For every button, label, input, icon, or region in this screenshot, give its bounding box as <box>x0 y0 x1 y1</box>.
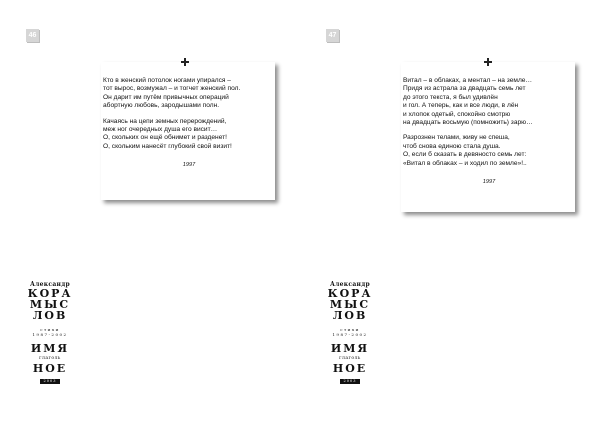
stanza <box>103 77 275 111</box>
poem-line: Кто в женский потолок ногами упирался – <box>103 77 231 84</box>
colophon-title-top: ИМЯ <box>330 342 370 355</box>
colophon-bar: 2003 <box>40 379 60 384</box>
colophon-years: 1987-2002 <box>32 332 68 337</box>
cross-ornament-icon <box>181 58 189 66</box>
poem-line: чтоб снова единою стала душа. <box>403 142 501 150</box>
colophon-right <box>325 281 375 384</box>
poem-line: О, скольким нанесёт глубокий свой визит! <box>103 142 232 150</box>
colophon-title-middle: глаголь <box>339 356 361 361</box>
poem-line: «Витал в облаках – и ходил по земле»!.. <box>403 159 527 167</box>
poem-line: на двадцать восьмую (помножить) зарю… <box>403 119 533 127</box>
colophon-surname-line: МЫС <box>329 298 371 311</box>
stanza <box>403 77 575 127</box>
poem-line: Он дарит им путём привычных операций <box>103 93 229 101</box>
colophon-collection: стихи <box>340 327 360 332</box>
colophon-surname-line: КОРА <box>27 287 73 300</box>
colophon-surname-line: ЛОВ <box>332 309 368 322</box>
stanza <box>403 134 575 168</box>
poem-year: 1997 <box>182 162 196 169</box>
colophon-author: Александр <box>329 281 371 288</box>
poem-line: абортную любовь, зародышами полн. <box>103 102 220 110</box>
poem-line: Качаясь на цепи земных перерождений, <box>103 117 227 125</box>
poem-line: до этого текста, я был удивлён <box>403 93 498 101</box>
colophon-surname-line: МЫС <box>29 298 71 311</box>
colophon-left <box>25 281 75 384</box>
poem-line: меж ног очередных душа его висит… <box>103 126 218 134</box>
colophon-surname-line: ЛОВ <box>32 309 68 322</box>
poem-card-left <box>101 62 275 200</box>
colophon-title-bottom: НОЕ <box>332 362 368 375</box>
poem-line: и хлопок одетый, спокойно смотрю <box>403 110 511 118</box>
page-number-right: 47 <box>326 29 339 42</box>
colophon-title-bottom: НОЕ <box>32 362 68 375</box>
colophon-collection: стихи <box>40 327 60 332</box>
poem-line: и гол. А теперь, как и все люди, в лён <box>403 102 519 110</box>
colophon-surname-line: КОРА <box>327 287 373 300</box>
poem-line: Витал – в облаках, а ментал – на земле… <box>403 77 533 84</box>
stanza <box>103 118 275 152</box>
poem-line: О, скольких он ещё обнимет и разденет! <box>103 134 227 142</box>
poem-card-right <box>401 62 575 212</box>
page-number-left: 46 <box>26 29 39 42</box>
poem-line: тот вырос, возмужал – и тогчет женский пол. <box>103 85 241 93</box>
poem-line: Придя из астрала за двадцать семь лет <box>403 85 526 93</box>
cross-ornament-icon <box>484 58 492 66</box>
colophon-bar: 2003 <box>340 379 360 384</box>
poem-year: 1997 <box>482 179 496 186</box>
colophon-years: 1987-2002 <box>332 332 368 337</box>
poem-line: О, если б сказать в девяносто семь лет: <box>403 151 527 159</box>
colophon-title-top: ИМЯ <box>30 342 70 355</box>
colophon-author: Александр <box>29 281 71 288</box>
poem-line: Разрознен телами, живу не спеша, <box>403 134 510 142</box>
colophon-title-middle: глаголь <box>39 356 61 361</box>
